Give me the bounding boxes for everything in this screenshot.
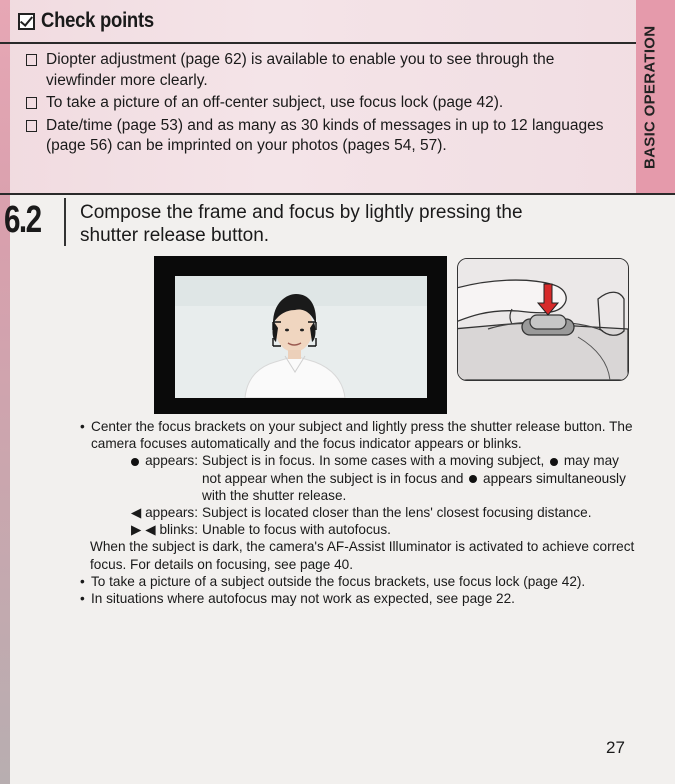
section-divider [0, 193, 675, 195]
definition-term: appears: [118, 452, 198, 504]
check-points-list [26, 50, 626, 159]
checkbox-icon [26, 120, 37, 132]
definition-desc: Unable to focus with autofocus. [202, 522, 391, 538]
list-item [26, 50, 626, 91]
list-item [26, 93, 626, 114]
header-rule [0, 42, 636, 44]
instruction-paragraph: • Center the focus brackets on your subject and lightly press the shutter release button. The camera focuses automatically and the focus indicator appears or blinks. [80, 418, 640, 452]
list-item [26, 116, 626, 157]
instruction-paragraph: • To take a picture of a subject outside the focus brackets, use focus lock (page 42). [80, 573, 640, 590]
definition-row [118, 504, 640, 521]
instructions [80, 418, 640, 607]
definition-row [118, 521, 640, 538]
checkbox-icon [26, 97, 37, 109]
checked-box-icon [18, 13, 35, 30]
check-points-header [18, 4, 169, 38]
page-number: 27 [606, 738, 625, 757]
step-divider [64, 198, 66, 246]
focus-dot-icon [469, 475, 477, 483]
page-edge [0, 0, 10, 784]
definition-row [118, 452, 640, 504]
step-heading-line: shutter release button. [80, 225, 270, 246]
list-item-text: Diopter adjustment (page 62) is available to enable you to see through the viewfinder more clearly. [46, 51, 555, 89]
instruction-paragraph: • In situations where autofocus may not work as expected, see page 22. [80, 590, 640, 607]
definition-term: ◀ appears: [130, 505, 198, 521]
step-number: 6.2 [4, 199, 41, 241]
shutter-press-illustration [457, 258, 629, 381]
list-item-text: To take a picture of an off-center subject, use focus lock (page 42). [46, 94, 504, 111]
definition-desc: Subject is in focus. In some cases with a moving subject, may may not appear when the subject is in focus and appears simultaneously with the shutter release. [202, 453, 626, 503]
step-heading-line: Compose the frame and focus by lightly pressing the [80, 202, 523, 223]
focus-dot-icon [131, 458, 139, 466]
section-tab-label: BASIC OPERATION [641, 25, 659, 170]
instruction-paragraph: When the subject is dark, the camera's AF-Assist Illuminator is activated to achieve correct focus. For details on focusing, see page 40. [90, 539, 635, 572]
step-heading [80, 201, 620, 247]
list-item-text: Date/time (page 53) and as many as 30 kinds of messages in up to 12 languages (page 56) can be imprinted on your photos (pages 54, 57). [46, 116, 604, 154]
definition-term: ▶ ◀ blinks: [131, 522, 198, 538]
definition-desc: Subject is located closer than the lens' closest focusing distance. [202, 505, 592, 521]
viewfinder-photo [175, 276, 427, 398]
checkbox-icon [26, 54, 37, 66]
focus-dot-icon [550, 458, 558, 466]
check-points-title: Check points [41, 9, 154, 32]
